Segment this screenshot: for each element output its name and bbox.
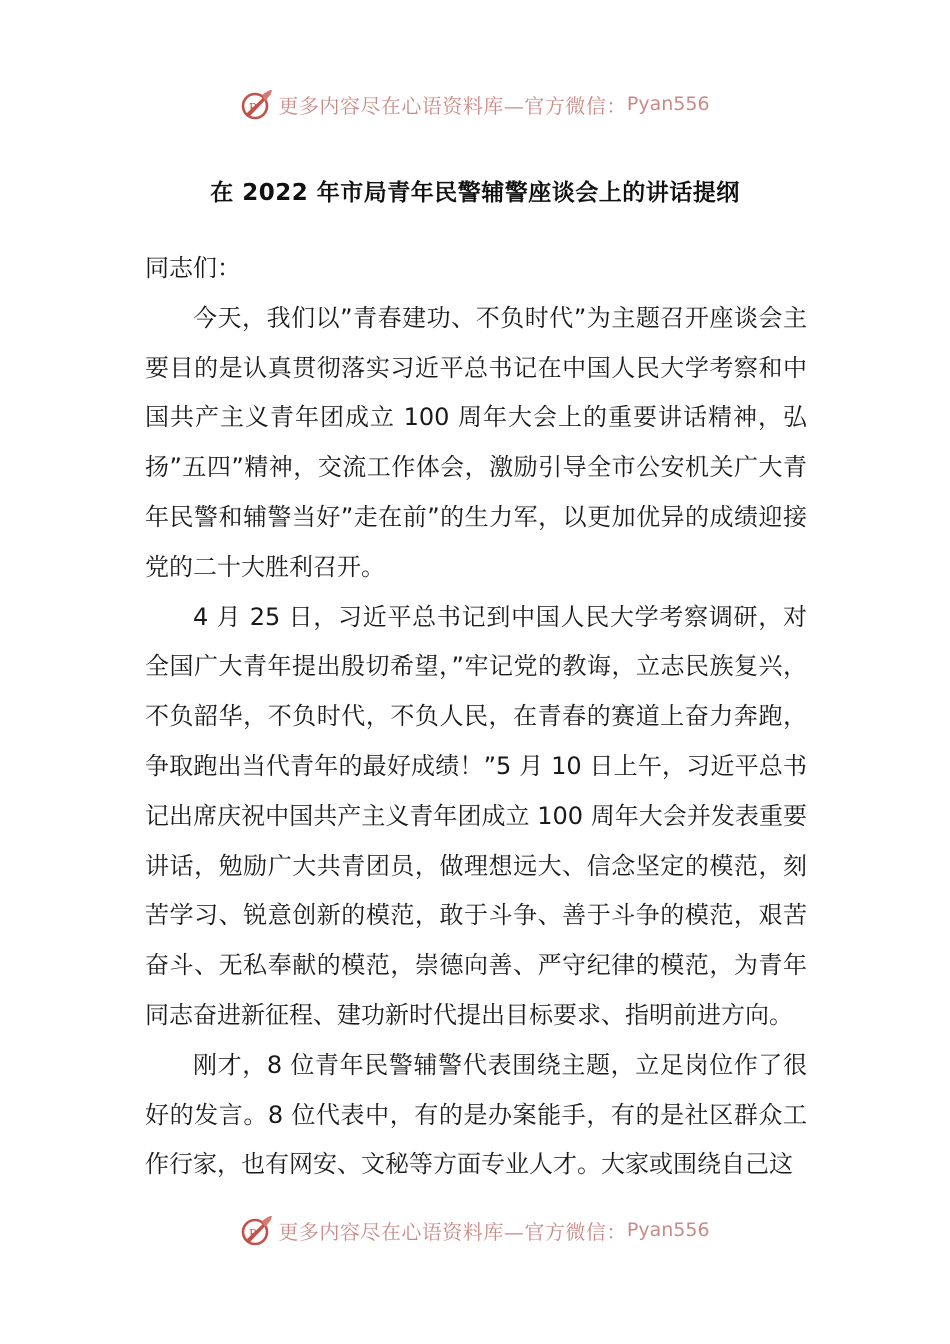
footer-watermark-banner: [0, 1210, 950, 1250]
document-body: [145, 244, 807, 1190]
quill-logo-icon: [240, 1213, 274, 1247]
banner-slogan: 更多内容尽在心语资料库—官方微信：: [278, 1219, 627, 1244]
quill-logo-icon: [240, 87, 274, 121]
banner-wechat-id: Pyan556: [626, 93, 710, 115]
page-title: 在 2022 年市局青年民警辅警座谈会上的讲话提纲: [210, 180, 740, 206]
svg-text:P: P: [249, 1227, 257, 1240]
banner-wechat-id: Pyan556: [626, 1219, 710, 1241]
paragraph-2: 4 月 25 日，习近平总书记到中国人民大学考察调研，对全国广大青年提出殷切希望，”牢记党的教诲，立志民族复兴，不负韶华，不负时代，不负人民，在青春的赛道上奋力奔跑，争取跑出当代青年的最好成绩！”5 月 10 日上午，习近平总书记出席庆祝中国共产主义青年团成立 100 周年大会并发表重要讲话，勉励广大共青团员，做理想远大、信念坚定的模范，刻苦学习、锐意创新的模范，敢于斗争、善于斗争的模范，艰苦奋斗、无私奉献的模范，崇德向善、严守纪律的模范，为青年同志奋进新征程、建功新时代提出目标要求、指明前进方向。: [145, 602, 807, 1029]
paragraph-1: 今天，我们以”青春建功、不负时代”为主题召开座谈会主要目的是认真贯彻落实习近平总书记在中国人民大学考察和中国共产主义青年团成立 100 周年大会上的重要讲话精神，弘扬”五四”精神，交流工作体会，激励引导全市公安机关广大青年民警和辅警当好”走在前”的生力军，以更加优异的成绩迎接党的二十大胜利召开。: [145, 303, 807, 581]
paragraph-3: 刚才，8 位青年民警辅警代表围绕主题，立足岗位作了很好的发言。8 位代表中，有的是办案能手，有的是社区群众工作行家，也有网安、文秘等方面专业人才。大家或围绕自己这: [145, 1050, 807, 1179]
header-watermark-banner: [0, 84, 950, 124]
salutation: 同志们：: [145, 254, 241, 282]
banner-slogan: 更多内容尽在心语资料库—官方微信：: [278, 93, 627, 118]
svg-text:P: P: [249, 101, 257, 114]
